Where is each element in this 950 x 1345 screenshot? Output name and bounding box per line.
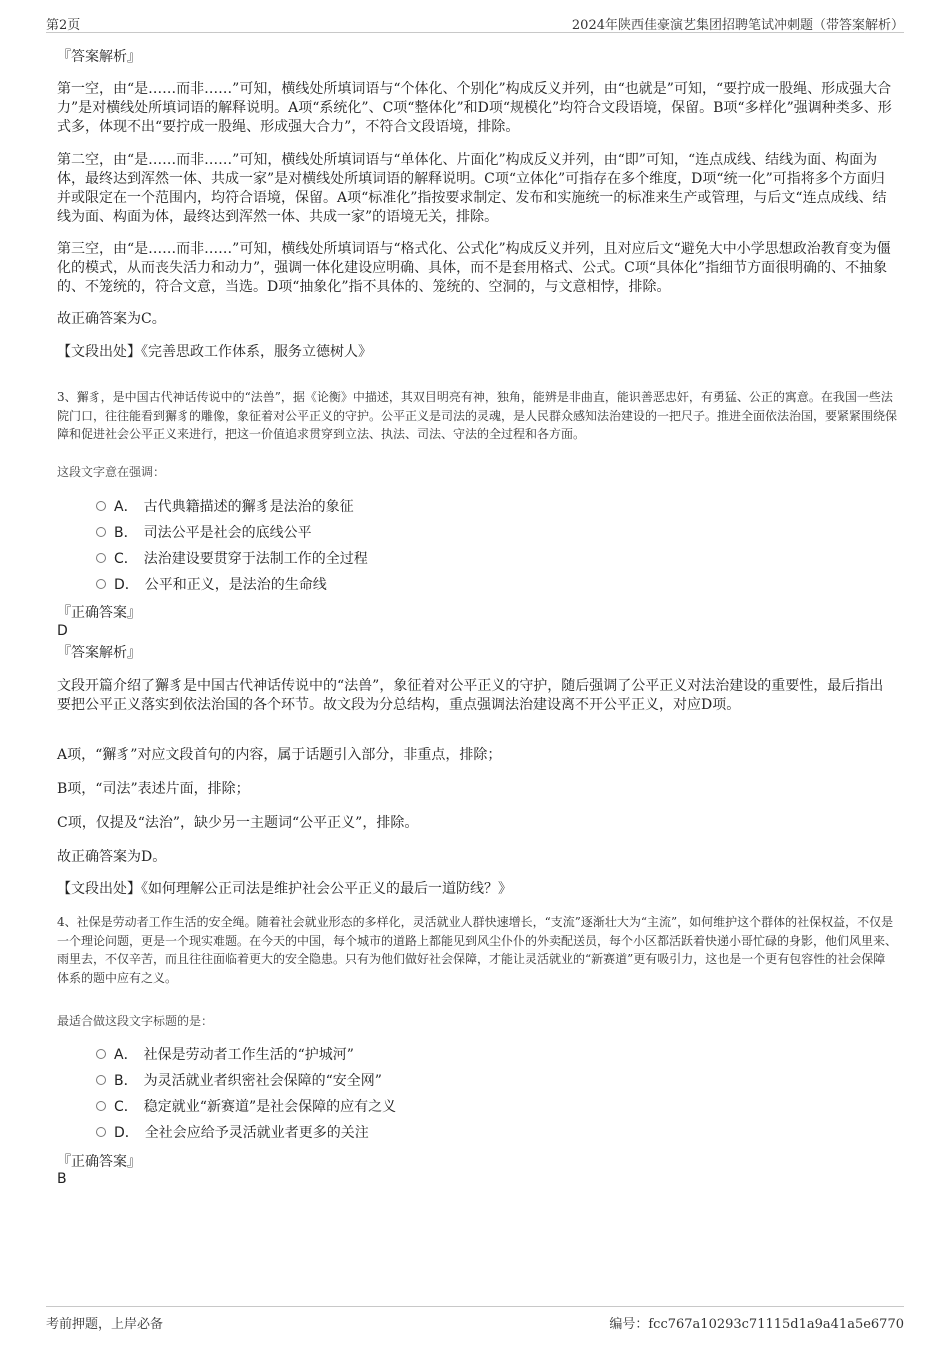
document-code: 编号：fcc767a10293c71115d1a9a41a5e6770 [609, 1317, 904, 1332]
option-b[interactable]: B． 司法公平是社会的底线公平 [96, 523, 312, 543]
question-prompt: 最适合做这段文字标题的是： [57, 1014, 214, 1028]
radio-button[interactable] [96, 1127, 106, 1137]
radio-button[interactable] [96, 1075, 106, 1085]
document-title: 2024年陕西佳豪演艺集团招聘笔试冲刺题（带答案解析） [571, 18, 904, 33]
footer-slogan: 考前押题，上岸必备 [46, 1317, 164, 1332]
correct-answer-label: 『正确答案』 [57, 1154, 141, 1170]
analysis-paragraph: B项，“司法”表述片面，排除； [57, 781, 250, 797]
option-a[interactable]: A． 社保是劳动者工作生活的“护城河” [96, 1045, 354, 1065]
conclusion: 故正确答案为D。 [57, 849, 167, 865]
page-header [46, 12, 904, 33]
option-c[interactable]: C． 法治建设要贯穿于法制工作的全过程 [96, 549, 368, 569]
radio-button[interactable] [96, 1101, 106, 1111]
option-b[interactable]: B． 为灵活就业者织密社会保障的“安全网” [96, 1071, 382, 1091]
option-d[interactable]: D． 公平和正义，是法治的生命线 [96, 575, 327, 595]
analysis-paragraph: 第二空，由“是……而非……”可知，横线处所填词语与“单体化、片面化”构成反义并列，由“即”可知，“连点成线、结线为面、构面为体，最终达到浑然一体、共成一家”是对横线处所填词语的解释说明。C项“立体化”可指存在多个维度，D项“统一化”可指将多个方面归并或限定在一个范围内，均符合语境，保留。A项“标准化”指按要求制定、发布和实施统一的标准来生产或管理，与后文“连点成线、结线为面、构面为体，最终达到浑然一体、共成一家”的语境无关，排除。 [57, 152, 887, 225]
question-text: 3、獬豸，是中国古代神话传说中的“法兽”，据《论衡》中描述，其双目明亮有神，独角，能辨是非曲直，能识善恶忠奸，有勇猛、公正的寓意。在我国一些法院门口，往往能看到獬豸的雕像，象征着对公平正义的守护。公平正义是司法的灵魂，是人民群众感知法治建设的一把尺子。推进全面依法治国，要紧紧围绕保障和促进社会公平正义来进行，把这一价值追求贯穿到立法、执法、司法、守法的全过程和各方面。 [57, 390, 898, 441]
option-d[interactable]: D． 全社会应给予灵活就业者更多的关注 [96, 1123, 369, 1143]
source-citation: 【文段出处】《如何理解公正司法是维护社会公平正义的最后一道防线？》 [57, 881, 512, 897]
analysis-label: 『答案解析』 [57, 645, 141, 661]
radio-button[interactable] [96, 553, 106, 563]
analysis-label: 『答案解析』 [57, 49, 141, 65]
option-c[interactable]: C． 稳定就业“新赛道”是社会保障的应有之义 [96, 1097, 396, 1117]
source-citation: 【文段出处】《完善思政工作体系，服务立德树人》 [57, 344, 372, 360]
analysis-paragraph: C项，仅提及“法治”，缺少另一主题词“公平正义”，排除。 [57, 815, 419, 831]
analysis-paragraph: 第三空，由“是……而非……”可知，横线处所填词语与“格式化、公式化”构成反义并列，且对应后文“避免大中小学思想政治教育变为僵化的模式，从而丧失活力和动力”，强调一体化建设应明确、具体，而不是套用格式、公式。C项“具体化”指细节方面很明确的、不抽象的、不笼统的，符合文意，当选。D项“抽象化”指不具体的、笼统的、空洞的，与文意相悖，排除。 [57, 241, 891, 295]
radio-button[interactable] [96, 1049, 106, 1059]
conclusion: 故正确答案为C。 [57, 311, 166, 327]
analysis-paragraph: 文段开篇介绍了獬豸是中国古代神话传说中的“法兽”，象征着对公平正义的守护，随后强调了公平正义对法治建设的重要性，最后指出要把公平正义落实到依法治国的各个环节。故文段为分总结构，重点强调法治建设离不开公平正义，对应D项。 [57, 678, 884, 713]
option-a[interactable]: A． 古代典籍描述的獬豸是法治的象征 [96, 497, 354, 517]
analysis-paragraph: A项，“獬豸”对应文段首句的内容，属于话题引入部分，非重点，排除； [57, 747, 502, 763]
correct-answer-label: 『正确答案』 [57, 605, 141, 621]
question-text: 4、社保是劳动者工作生活的安全绳。随着社会就业形态的多样化，灵活就业人群快速增长，“支流”逐渐壮大为“主流”，如何维护这个群体的社保权益，不仅是一个理论问题，更是一个现实难题。在今天的中国，每个城市的道路上都能见到风尘仆仆的外卖配送员，每个小区都活跃着快递小哥忙碌的身影，他们风里来、雨里去，不仅辛苦，而且往往面临着更大的安全隐患。只有为他们做好社会保障，才能让灵活就业的“新赛道”更有吸引力，这也是一个更有包容性的社会保障体系的题中应有之义。 [57, 915, 898, 985]
radio-button[interactable] [96, 527, 106, 537]
analysis-paragraph: 第一空，由“是……而非……”可知，横线处所填词语与“个体化、个别化”构成反义并列，由“也就是”可知，“要拧成一股绳、形成强大合力”是对横线处所填词语的解释说明。A项“系统化”、C项“整体化”和D项“规模化”均符合文段语境，保留。B项“多样化”强调种类多、形式多，体现不出“要拧成一股绳、形成强大合力”，不符合文段语境，排除。 [57, 81, 892, 135]
radio-button[interactable] [96, 579, 106, 589]
radio-button[interactable] [96, 501, 106, 511]
question-prompt: 这段文字意在强调： [57, 465, 166, 479]
page-number: 第2页 [46, 18, 81, 33]
page-footer [46, 1306, 904, 1332]
correct-answer: B [57, 1171, 67, 1187]
correct-answer: D [57, 623, 68, 639]
